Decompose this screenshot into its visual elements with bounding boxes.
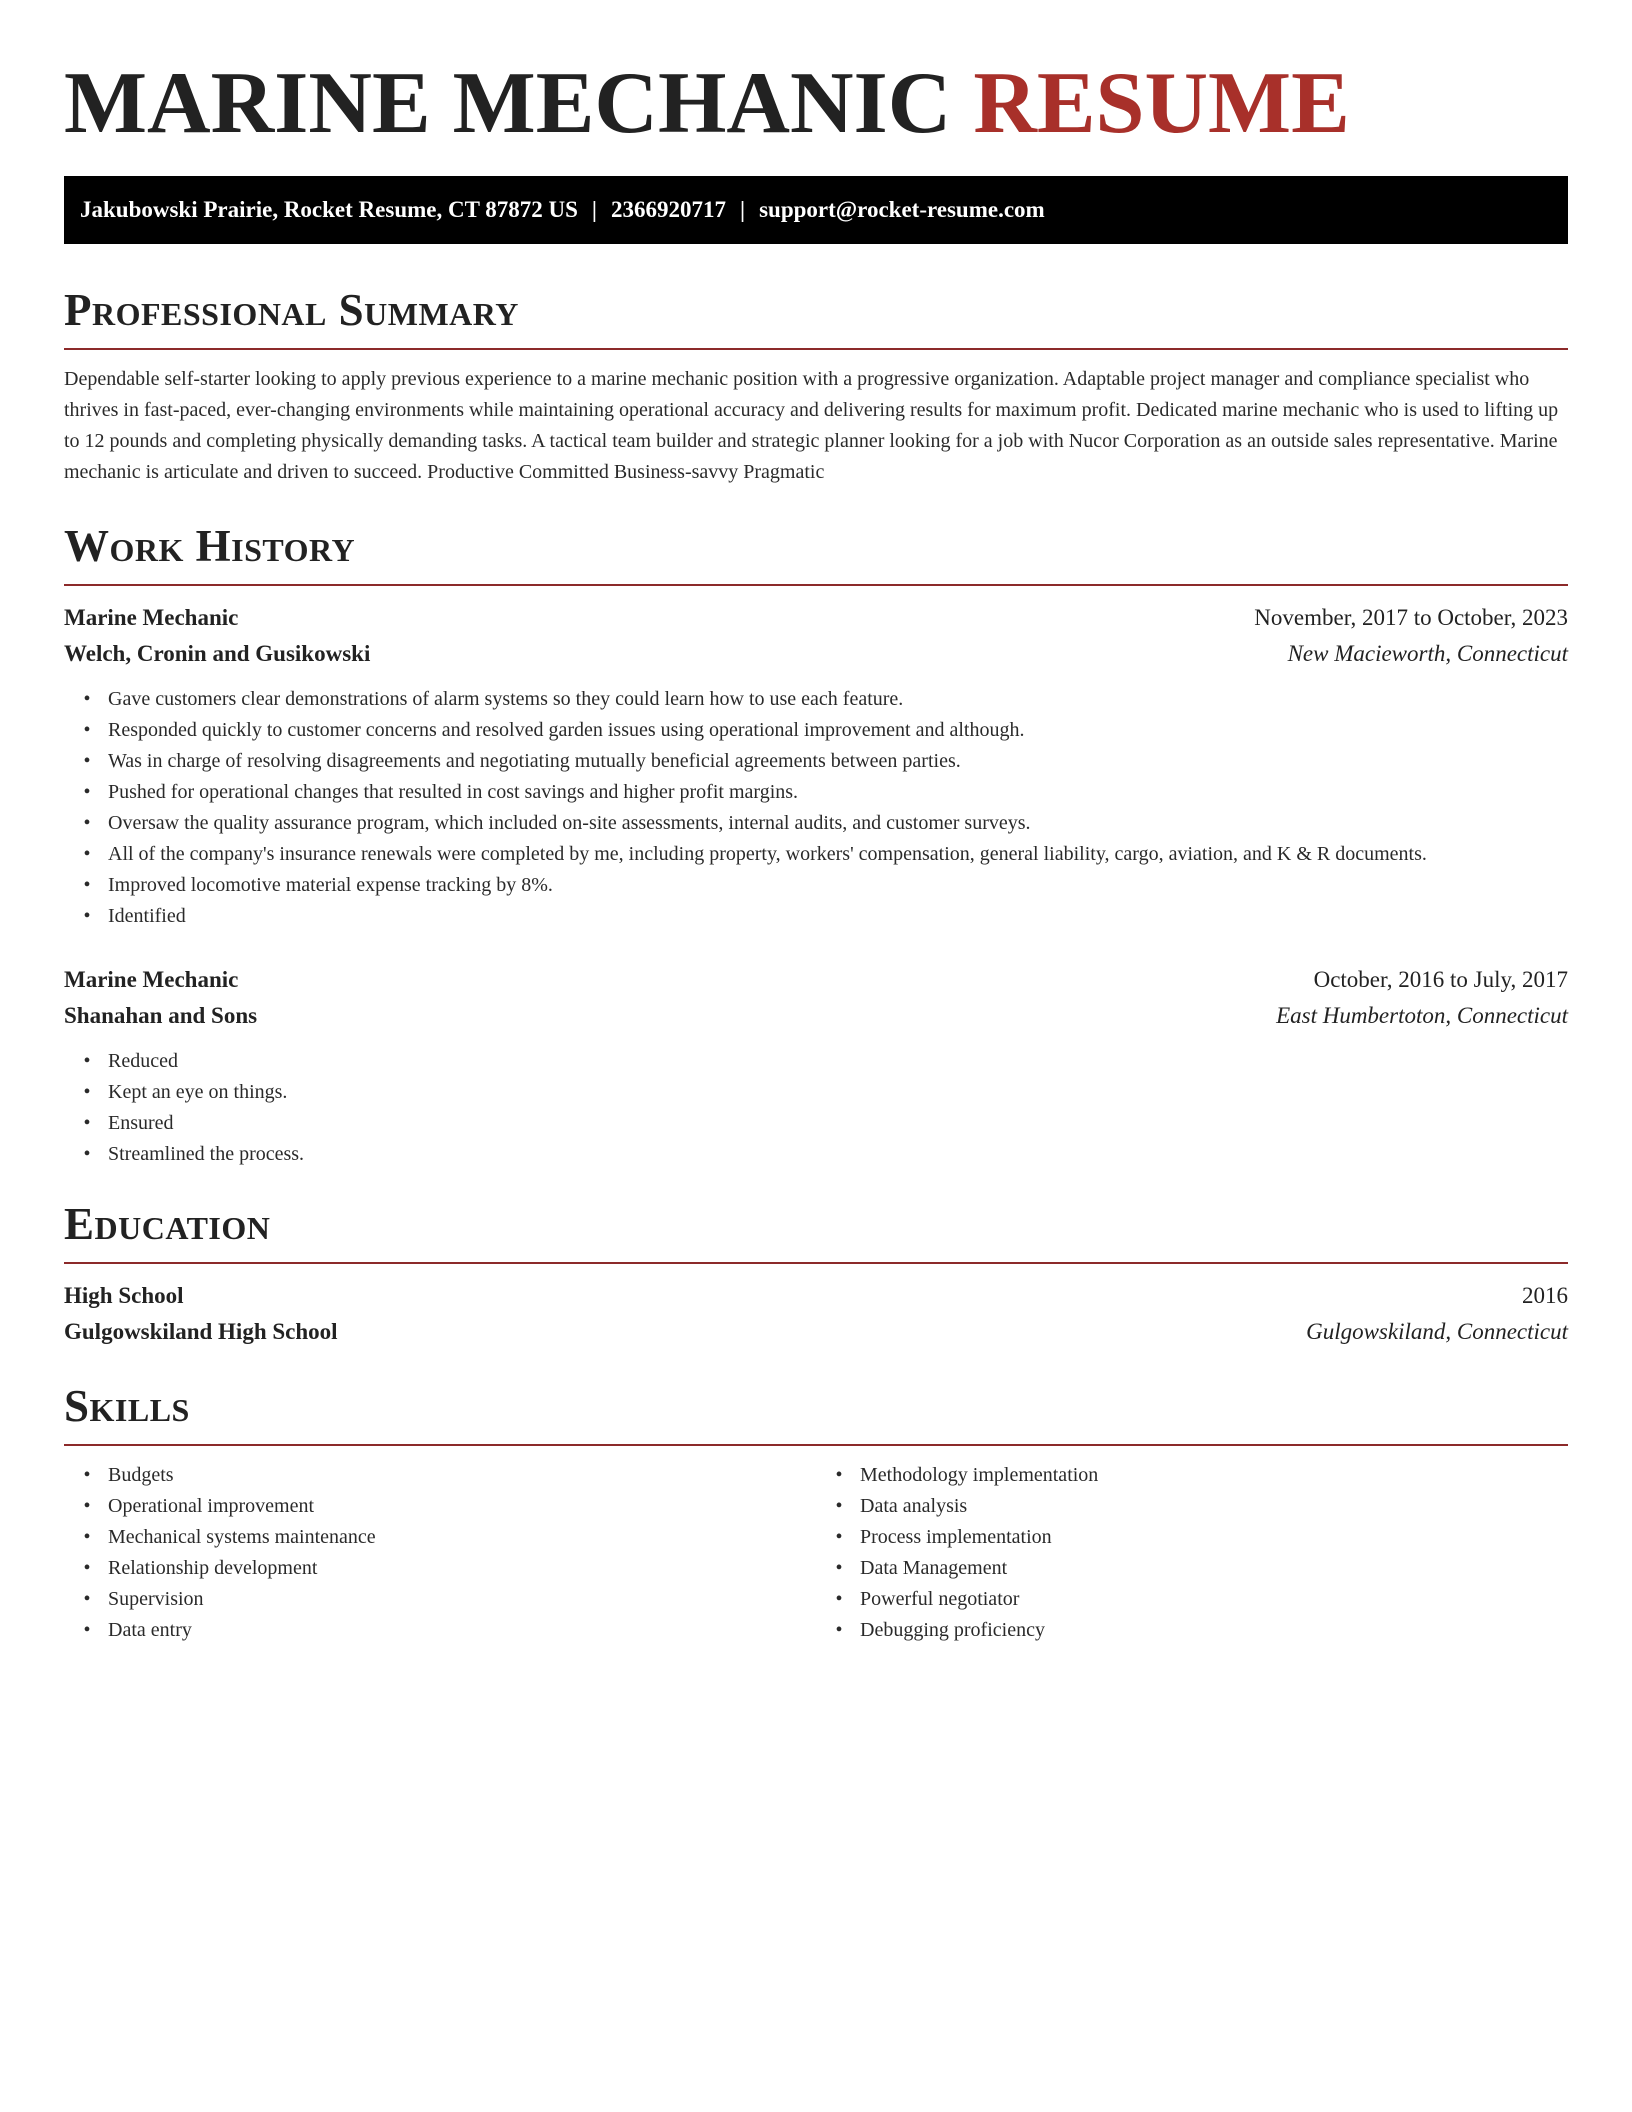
bullet-text: Was in charge of resolving disagreements and negotiating mutually beneficial agreements between parties. — [108, 750, 961, 772]
bullet-icon: • — [83, 1557, 91, 1579]
section-divider — [64, 348, 1568, 350]
list-item — [80, 901, 1568, 932]
title-main: MARINE MECHANIC — [64, 55, 952, 152]
resume-title — [64, 48, 1568, 160]
list-item — [80, 1139, 1568, 1170]
bullet-text: Reduced — [108, 1050, 178, 1072]
skills-column-left — [64, 1460, 816, 1646]
list-item — [80, 1077, 1568, 1108]
bullet-text: All of the company's insurance renewals were completed by me, including property, workers' compensation, general liability, cargo, aviation, and K & R documents. — [108, 843, 1427, 865]
list-item — [80, 839, 1568, 870]
list-item — [80, 684, 1568, 715]
education-location: Gulgowskiland, Connecticut — [1306, 1319, 1568, 1344]
bullet-icon: • — [835, 1588, 843, 1610]
contact-address: Jakubowski Prairie, Rocket Resume, CT 87872 US — [80, 197, 578, 222]
skill-text: Data Management — [860, 1557, 1008, 1579]
skill-text: Methodology implementation — [860, 1464, 1099, 1486]
skill-text: Relationship development — [108, 1557, 318, 1579]
bullet-text: Streamlined the process. — [108, 1143, 305, 1165]
skill-text: Process implementation — [860, 1526, 1052, 1548]
contact-separator: | — [740, 197, 746, 222]
skills-column-right — [816, 1460, 1568, 1646]
job-dates: November, 2017 to October, 2023 — [1254, 605, 1568, 630]
job-title: Marine Mechanic — [64, 967, 239, 992]
bullet-text: Identified — [108, 905, 186, 927]
list-item — [80, 1491, 816, 1522]
education-degree: High School — [64, 1283, 184, 1308]
list-item — [832, 1522, 1568, 1553]
list-item — [832, 1553, 1568, 1584]
summary-text: Dependable self-starter looking to apply previous experience to a marine mechanic position with a progressive organization. Adaptable project manager and compliance specialist who thrives in fast-paced, ever-changing environments while maintaining operational accuracy and delivering results for maximum profit. Dedicated marine mechanic who is used to lifting up to 12 pounds and completing physically demanding tasks. A tactical team builder and strategic planner looking for a job with Nucor Corporation as an outside sales representative. Marine mechanic is articulate and driven to succeed. Productive Committed Business-savvy Pragmatic — [64, 368, 1559, 483]
contact-bar — [64, 176, 1568, 244]
bullet-icon: • — [83, 1526, 91, 1548]
bullet-icon: • — [83, 1619, 91, 1641]
job-title-row — [64, 962, 1568, 998]
job-title: Marine Mechanic — [64, 605, 239, 630]
job-location: East Humbertoton, Connecticut — [1276, 1003, 1568, 1028]
list-item — [80, 715, 1568, 746]
list-item — [80, 1584, 816, 1615]
education-school: Gulgowskiland High School — [64, 1319, 338, 1344]
list-item — [832, 1615, 1568, 1646]
list-item — [80, 777, 1568, 808]
bullet-text: Ensured — [108, 1112, 174, 1134]
skills-section — [64, 1380, 1568, 1646]
list-item — [80, 870, 1568, 901]
education-school-row — [64, 1314, 1568, 1350]
bullet-icon: • — [83, 750, 91, 772]
job-company: Shanahan and Sons — [64, 1003, 258, 1028]
job-entry — [64, 962, 1568, 1170]
bullet-text: Pushed for operational changes that resulted in cost savings and higher profit margins. — [108, 781, 799, 803]
skills-heading: Skills — [64, 1381, 190, 1431]
list-item — [80, 1046, 1568, 1077]
bullet-icon: • — [83, 688, 91, 710]
summary-section — [64, 284, 1568, 488]
list-item — [80, 808, 1568, 839]
skill-text: Supervision — [108, 1588, 204, 1610]
bullet-text: Oversaw the quality assurance program, which included on-site assessments, internal audits, and customer surveys. — [108, 812, 1031, 834]
bullet-text: Gave customers clear demonstrations of alarm systems so they could learn how to use each feature. — [108, 688, 904, 710]
job-entry — [64, 600, 1568, 932]
bullet-icon: • — [83, 719, 91, 741]
section-divider — [64, 584, 1568, 586]
job-bullet-list — [64, 1046, 1568, 1170]
job-bullet-list — [64, 684, 1568, 932]
job-dates: October, 2016 to July, 2017 — [1313, 967, 1568, 992]
bullet-icon: • — [83, 1588, 91, 1610]
list-item — [832, 1584, 1568, 1615]
skills-list — [816, 1460, 1568, 1646]
bullet-icon: • — [83, 1081, 91, 1103]
list-item — [80, 1615, 816, 1646]
bullet-icon: • — [83, 905, 91, 927]
bullet-icon: • — [835, 1495, 843, 1517]
job-company: Welch, Cronin and Gusikowski — [64, 641, 371, 666]
work-history-section — [64, 520, 1568, 1170]
list-item — [80, 1553, 816, 1584]
skill-text: Data analysis — [860, 1495, 968, 1517]
contact-separator: | — [591, 197, 597, 222]
education-year: 2016 — [1522, 1283, 1568, 1308]
list-item — [80, 1460, 816, 1491]
skill-text: Powerful negotiator — [860, 1588, 1020, 1610]
bullet-text: Responded quickly to customer concerns and resolved garden issues using operational improvement and although. — [108, 719, 1025, 741]
bullet-icon: • — [83, 1143, 91, 1165]
bullet-icon: • — [835, 1526, 843, 1548]
skill-text: Mechanical systems maintenance — [108, 1526, 376, 1548]
bullet-icon: • — [83, 843, 91, 865]
bullet-icon: • — [83, 1464, 91, 1486]
bullet-icon: • — [835, 1557, 843, 1579]
title-accent: RESUME — [973, 55, 1350, 152]
contact-email: support@rocket-resume.com — [759, 197, 1045, 222]
job-company-row — [64, 998, 1568, 1034]
skill-text: Debugging proficiency — [860, 1619, 1045, 1641]
section-divider — [64, 1444, 1568, 1446]
job-company-row — [64, 636, 1568, 672]
list-item — [832, 1491, 1568, 1522]
bullet-icon: • — [83, 1495, 91, 1517]
list-item — [80, 1108, 1568, 1139]
section-divider — [64, 1262, 1568, 1264]
skill-text: Data entry — [108, 1619, 192, 1641]
skill-text: Budgets — [108, 1464, 174, 1486]
job-location: New Macieworth, Connecticut — [1287, 641, 1568, 666]
skills-grid — [64, 1460, 1568, 1646]
list-item — [832, 1460, 1568, 1491]
bullet-icon: • — [835, 1464, 843, 1486]
skill-text: Operational improvement — [108, 1495, 315, 1517]
bullet-icon: • — [83, 812, 91, 834]
education-degree-row — [64, 1278, 1568, 1314]
skills-list — [64, 1460, 816, 1646]
bullet-text: Kept an eye on things. — [108, 1081, 288, 1103]
bullet-icon: • — [83, 874, 91, 896]
bullet-icon: • — [83, 1050, 91, 1072]
job-title-row — [64, 600, 1568, 636]
work-history-heading: Work History — [64, 521, 356, 571]
education-section — [64, 1198, 1568, 1350]
summary-heading: Professional Summary — [64, 285, 519, 335]
list-item — [80, 1522, 816, 1553]
bullet-icon: • — [83, 781, 91, 803]
bullet-icon: • — [83, 1112, 91, 1134]
bullet-icon: • — [835, 1619, 843, 1641]
contact-phone: 2366920717 — [611, 197, 726, 222]
bullet-text: Improved locomotive material expense tracking by 8%. — [108, 874, 553, 896]
list-item — [80, 746, 1568, 777]
education-heading: Education — [64, 1199, 271, 1249]
